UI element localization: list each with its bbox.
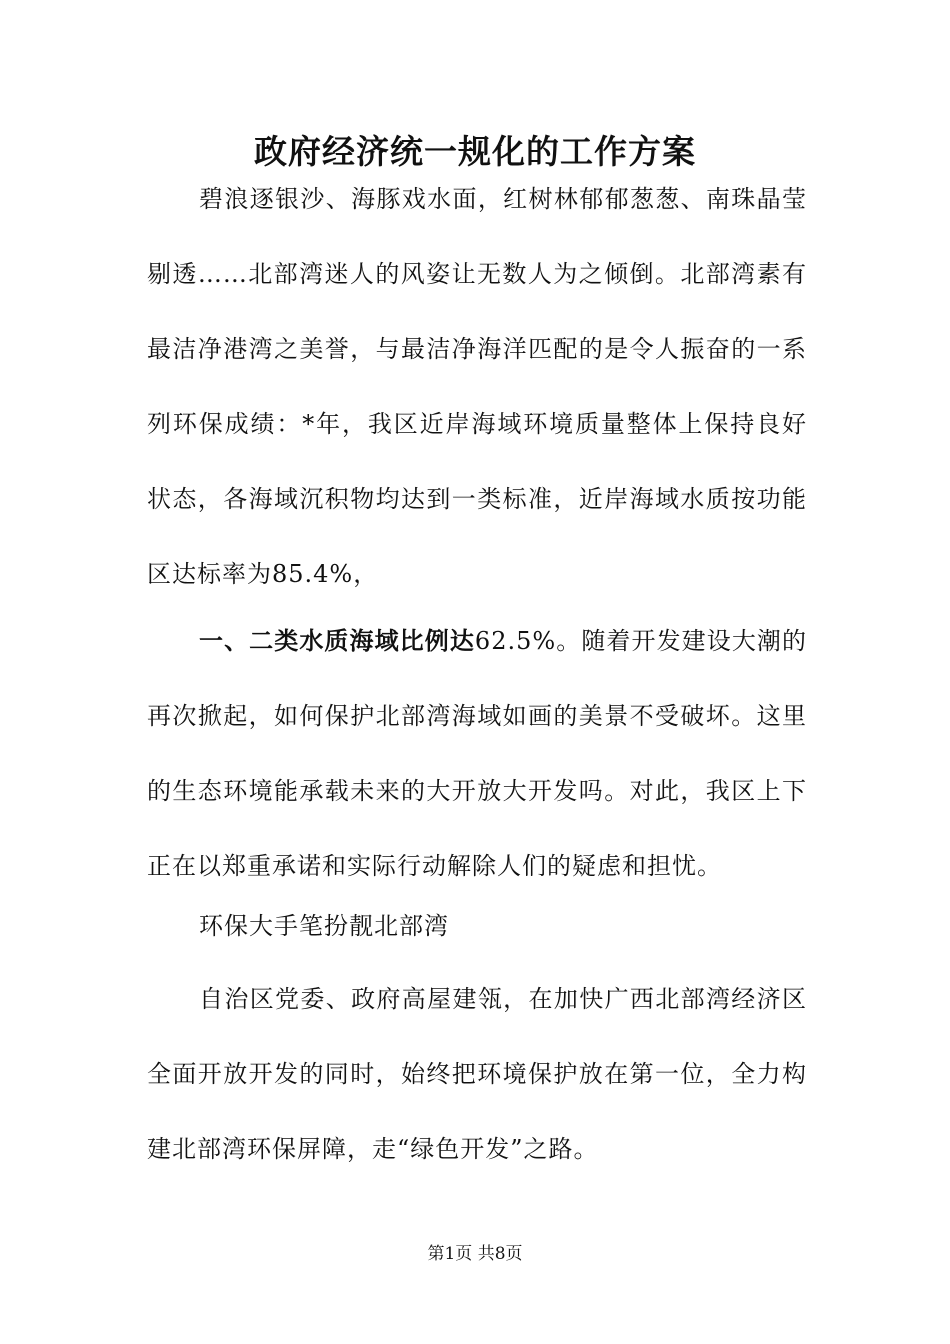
subheading: 环保大手笔扮靓北部湾 — [199, 912, 449, 940]
document-title: 政府经济统一规化的工作方案 — [254, 132, 696, 171]
section-one-text: 62.5%。随着开发建设大潮的再次掀起，如何保护北部湾海域如画的美景不受破坏。这里的生态环境能承载未来的大开放大开发吗。对此，我区上下正在以郑重承诺和实际行动解除人们的疑虑和担忧。 — [147, 627, 807, 880]
paragraph-section-one — [147, 604, 807, 904]
section-one-heading: 一、二类水质海域比例达 — [199, 627, 475, 655]
page-number-footer: 第1页 共8页 — [427, 1244, 523, 1264]
paragraph-intro: 碧浪逐银沙、海豚戏水面，红树林郁郁葱葱、南珠晶莹剔透……北部湾迷人的风姿让无数人为之倾倒。北部湾素有最洁净港湾之美誉，与最洁净海洋匹配的是令人振奋的一系列环保成绩：*年，我区近岸海域环境质量整体上保持良好状态，各海域沉积物均达到一类标准，近岸海域水质按功能区达标率为85.4%， — [147, 185, 807, 588]
paragraph-region-policy: 自治区党委、政府高屋建瓴，在加快广西北部湾经济区全面开放开发的同时，始终把环境保护放在第一位，全力构建北部湾环保屏障，走“绿色开发”之路。 — [147, 985, 807, 1163]
